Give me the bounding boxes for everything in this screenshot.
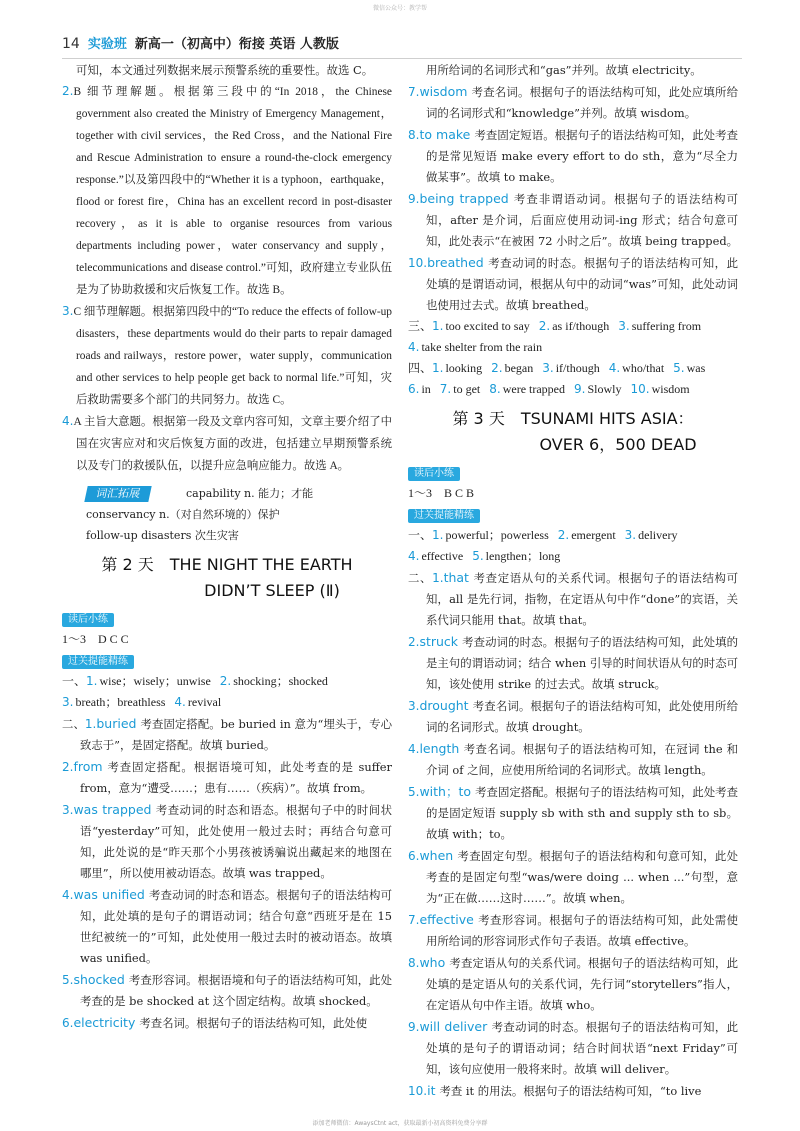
fill-answer-10: 10.it 考查 it 的用法。根据句子的语法结构可知，“to live: [408, 1083, 702, 1098]
fill-answer-6: 6.electricity 考查名词。根据句子的语法结构可知，此处使: [62, 1015, 368, 1030]
fill-answer-10: 10.breathed 考查动词的时态。根据句子的语法结构可知，此处填的是谓语动词，根据从句中的动词“was”可知，此处动词也使用过去式。故填 breathed。: [408, 255, 738, 312]
answer-number: 3.: [62, 304, 74, 318]
fill-answer-7: 7.wisdom 考查名词。根据句子的语法结构可知，此处应填所给词的名词形式和“knowledge”并列。故填 wisdom。: [408, 84, 738, 120]
section-1-answers: 一、1. wise；wisely；unwise 2. shocking；shocked: [62, 674, 328, 688]
vocab-tag: 词汇拓展: [84, 486, 151, 502]
fill-answer-2: 2.from 考查固定搭配。根据语境可知，此处考查的是 suffer from，意为“遭受……；患有……（疾病）”。故填 from。: [62, 759, 392, 795]
section-3-answers: 三、1. too excited to say 2. as if/though 3. suffering from: [408, 319, 702, 333]
fill-answer-1: 二、1.that 考查定语从句的关系代词。根据句子的语法结构可知，all 是先行词，指物，在定语从句中作“done”的宾语，关系代词只能用 that。故填 that。: [408, 570, 738, 627]
day3-title: 第 3 天 TSUNAMI HITS ASIA： OVER 6，500 DEAD: [452, 409, 697, 454]
book-title: 新高一（初高中）衔接 英语 人教版: [134, 37, 339, 52]
fill-answer-3: 3.drought 考查名词。根据句子的语法结构可知，此处使用所给词的名词形式。故填 drought。: [408, 698, 738, 734]
bottom-watermark: 添加老师微信：AwaysCtnt act，获取最新小初高资料免费分享群: [312, 1120, 488, 1127]
read-answers: 1～3 B C B: [408, 486, 475, 500]
section-3-answers: 4. take shelter from the rain: [408, 340, 543, 354]
fill-answer-8: 8.who 考查定语从句的关系代词。根据句子的语法结构可知，此处填的是定语从句的关系代词，先行词“storytellers”指人，在定语从句中作主语。故填 who。: [408, 955, 738, 1012]
read-answers: 1～3 D C C: [62, 632, 129, 646]
answer-number: 4.: [62, 414, 74, 428]
fill-answer-9: 9.being trapped 考查非谓语动词。根据句子的语法结构可知，after 是介词，后面应使用动词-ing 形式；结合句意可知，此处表示“在被困 72 小时之后”。故填 being trapped。: [408, 191, 738, 248]
section-1-answers: 一、1. powerful；powerless 2. emergent 3. delivery: [408, 528, 678, 542]
fill-answer-4: 4.length 考查名词。根据句子的语法结构可知，在冠词 the 和介词 of 之间，应使用所给词的名词形式。故填 length。: [408, 741, 738, 777]
vocab-line: conservancy n.（对自然环境的）保护: [86, 508, 280, 521]
header-divider: [62, 58, 742, 59]
answer-number: 2.: [62, 84, 74, 98]
series-name: 实验班: [87, 37, 127, 52]
page-number: 14: [62, 36, 80, 52]
fill-answer-2: 2.struck 考查动词的时态。根据句子的语法结构可知，此处填的是主句的谓语动词；结合 when 引导的时间状语从句的时态可知，该处使用 strike 的过去式。故填 struck。: [408, 634, 738, 691]
answer-3: 3.C 细节理解题。根据第四段中的“To reduce the effects of follow-up disasters，these departments would do their parts to repair damaged roads and railways，restore power，water supply，communication and other services to help people get back to normal life.”可知，灾后救助需要多个部门的共同努力。故选 C。: [62, 304, 392, 406]
answer-2: 2.B 细节理解题。根据第三段中的“In 2018，the Chinese government also created the Ministry of Emergency Management，together with civil services，the Red Cross，and the National Fire and Rescue Administration to ensure a round-the-clock emergency response.”以及第四段中的“Whether it is a typhoon，earthquake，flood or forest fire，China has an excellent record in post-disaster recovery，as it is able to organise resources from various departments including power，water conservancy and supply，telecommunications and disease control.”可知，政府建立专业队伍是为了协助救援和灾后恢复工作。故选 B。: [62, 84, 392, 296]
page-header: [62, 33, 339, 55]
fill-answer-5: 5.shocked 考查形容词。根据语境和句子的语法结构可知，此处考查的是 be shocked at 这个固定结构。故填 shocked。: [62, 972, 392, 1008]
fill-answer-1: 二、1.buried 考查固定搭配。be buried in 意为“埋头于，专心致志于”，是固定搭配。故填 buried。: [62, 716, 392, 752]
section-4-answers: 四、1. looking 2. began 3. if/though 4. who/that 5. was: [408, 361, 706, 375]
left-column: [62, 60, 392, 1034]
fill-answer-9: 9.will deliver 考查动词的时态。根据句子的语法结构可知，此处填的是句子的谓语动词；结合时间状语“next Friday”可知，该句应使用一般将来时。故填 will deliver。: [408, 1019, 738, 1076]
answer-4: 4.A 主旨大意题。根据第一段及文章内容可知，文章主要介绍了中国在灾害应对和灾后恢复方面的改进，包括建立早期预警系统以及专门的救援队伍，以提升应急响应能力。故选 A。: [62, 414, 392, 472]
intro-text: 可知，本文通过列数据来展示预警系统的重要性。故选 C。: [76, 63, 374, 77]
vocab-line: follow-up disasters 次生灾害: [86, 529, 239, 542]
vocab-extension: [62, 483, 392, 504]
top-watermark: 微信公众号：教学帮: [372, 5, 427, 12]
fill-answer-8: 8.to make 考查固定短语。根据句子的语法结构可知，此处考查的是常见短语 make every effort to do sth，意为“尽全力做某事”。故填 to make。: [408, 127, 738, 184]
day2-title: 第 2 天 THE NIGHT THE EARTH DIDN’T SLEEP (Ⅱ): [101, 555, 353, 600]
section-4-answers: 6. in 7. to get 8. were trapped 9. Slowly 10. wisdom: [408, 382, 690, 396]
fill-answer-4: 4.was unified 考查动词的时态和语态。根据句子的语法结构可知，此处填的是句子的谓语动词；结合句意“西班牙是在 15 世纪被统一的”可知，此处使用一般过去时的被动语态。故填 was unified。: [62, 887, 392, 965]
vocab-line: capability n. 能力；才能: [186, 487, 314, 500]
drill-tag: 过关提能精练: [408, 509, 480, 523]
read-practice-tag: 读后小练: [62, 613, 114, 627]
drill-tag: 过关提能精练: [62, 655, 134, 669]
continued-text: 用所给词的名词形式和“gas”并列。故填 electricity。: [426, 63, 702, 77]
fill-answer-6: 6.when 考查固定句型。根据句子的语法结构和句意可知，此处考查的是固定句型“was/were doing ... when ...”句型，意为“正在做……这时……”。故填 when。: [408, 848, 738, 905]
section-1-answers: 3. breath；breathless 4. revival: [62, 695, 222, 709]
fill-answer-5: 5.with；to 考查固定搭配。根据句子的语法结构可知，此处考查的是固定短语 supply sb with sth and supply sth to sb。故填 with；to。: [408, 784, 738, 841]
section-1-answers: 4. effective 5. lengthen；long: [408, 549, 561, 563]
fill-answer-3: 3.was trapped 考查动词的时态和语态。根据句子中的时间状语“yesterday”可知，此处使用一般过去时；再结合句意可知，此处说的是“昨天那个小男孩被诱骗说出藏起来的地图在哪里”，所以使用被动语态。故填 was trapped。: [62, 802, 392, 880]
right-column: [408, 60, 738, 1102]
read-practice-tag: 读后小练: [408, 467, 460, 481]
fill-answer-7: 7.effective 考查形容词。根据句子的语法结构可知，此处需使用所给词的形容词形式作句子表语。故填 effective。: [408, 912, 738, 948]
